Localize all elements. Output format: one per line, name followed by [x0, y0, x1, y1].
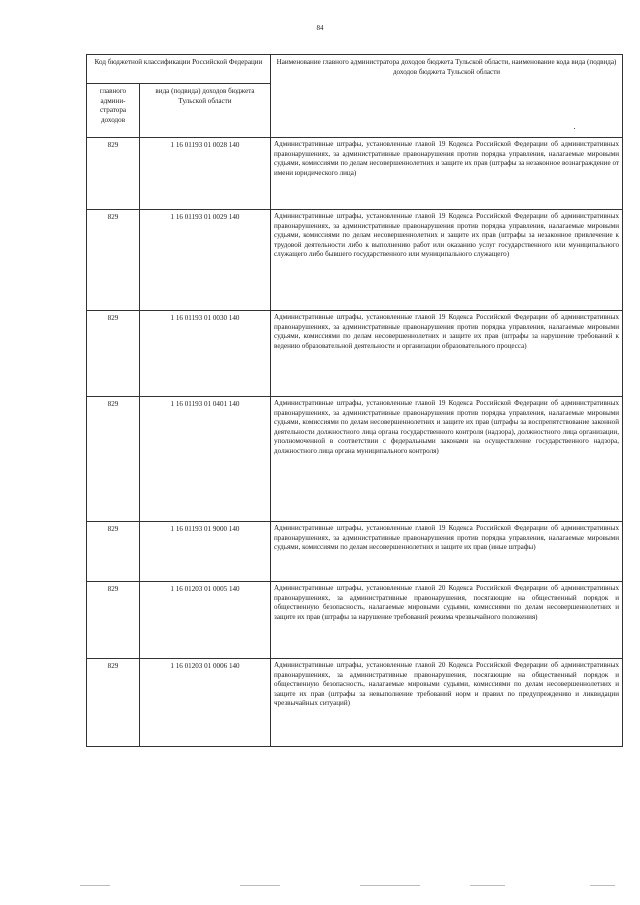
description-cell: Административные штрафы, установленные главой 19 Кодекса Российской Федерации об административных правонарушениях, за административные правонарушения против порядка управления, налагаемые мировыми судьями, комиссиями по делам несовершеннолетних и защите их прав (иные штрафы) — [271, 522, 623, 582]
description-cell: Административные штрафы, установленные главой 19 Кодекса Российской Федерации об административных правонарушениях, за административные правонарушения против порядка управления, налагаемые мировыми судьями, комиссиями по делам несовершеннолетних и защите их прав (штрафы за нарушение требований к ведению образовательной деятельности и организации образовательного процесса) — [271, 311, 623, 397]
header-kind-column: вида (подвида) доходов бюджета Тульской области — [140, 84, 271, 138]
admin-code-cell: 829 — [87, 397, 140, 522]
admin-code-cell: 829 — [87, 582, 140, 659]
scan-artifact-line — [590, 885, 615, 886]
description-cell: Административные штрафы, установленные главой 20 Кодекса Российской Федерации об административных правонарушениях, за административные правонарушения, посягающие на общественный порядок и общественную безопасность, налагаемые мировыми судьями, комиссиями по делам несовершеннолетних и защите их прав (штрафы за невыполнение требований норм и правил по предупреждению и ликвидации чрезвычайных ситуаций) — [271, 659, 623, 747]
table-row — [87, 311, 623, 397]
admin-code-cell: 829 — [87, 522, 140, 582]
table-row — [87, 659, 623, 747]
table-row — [87, 138, 623, 210]
table-row — [87, 522, 623, 582]
income-code-cell: 1 16 01193 01 0028 140 — [140, 138, 271, 210]
description-cell: Административные штрафы, установленные главой 19 Кодекса Российской Федерации об административных правонарушениях, за административные правонарушения против порядка управления, налагаемые мировыми судьями, комиссиями по делам несовершеннолетних и защите их прав (штрафы за незаконное привлечение к трудовой деятельности либо к выполнению работ или оказанию услуг государственного или муниципального служащего либо бывшего государственного или муниципального служащего) — [271, 210, 623, 311]
table-row — [87, 210, 623, 311]
description-cell: Административные штрафы, установленные главой 19 Кодекса Российской Федерации об административных правонарушениях, за административные правонарушения против порядка управления, налагаемые мировыми судьями, комиссиями по делам несовершеннолетних и защите их прав (штрафы за незаконное вознаграждение от имени юридического лица) — [271, 138, 623, 210]
scan-artifact-line — [470, 885, 505, 886]
table-row — [87, 582, 623, 659]
income-code-cell: 1 16 01203 01 0006 140 — [140, 659, 271, 747]
header-code-group: Код бюджетной классификации Российской Федерации — [87, 55, 271, 84]
income-code-cell: 1 16 01193 01 9000 140 — [140, 522, 271, 582]
page-number: 84 — [316, 24, 324, 32]
admin-code-cell: 829 — [87, 210, 140, 311]
scan-artifact-line — [240, 885, 280, 886]
income-code-cell: 1 16 01193 01 0401 140 — [140, 397, 271, 522]
income-code-cell: 1 16 01193 01 0030 140 — [140, 311, 271, 397]
scan-artifact-line — [80, 885, 110, 886]
description-cell: Административные штрафы, установленные главой 19 Кодекса Российской Федерации об административных правонарушениях, за административные правонарушения против порядка управления, налагаемые мировыми судьями, комиссиями по делам несовершеннолетних и защите их прав (штрафы за воспрепятствование законной деятельности должностного лица органа государственного контроля (надзора), должностного лица организации, уполномоченной в соответствии с федеральными законами на осуществление государственного надзора, должностного лица органа муниципального контроля) — [271, 397, 623, 522]
scan-speck — [574, 128, 575, 129]
header-admin-column: главного админи-стратора доходов — [87, 84, 140, 138]
table-row — [87, 397, 623, 522]
header-name-column: Наименование главного администратора доходов бюджета Тульской области, наименование кода вида (подвида) доходов бюджета Тульской области — [271, 55, 623, 138]
admin-code-cell: 829 — [87, 659, 140, 747]
scan-artifact-line — [360, 885, 420, 886]
description-cell: Административные штрафы, установленные главой 20 Кодекса Российской Федерации об административных правонарушениях, за административные правонарушения, посягающие на общественный порядок и общественную безопасность, налагаемые мировыми судьями, комиссиями по делам несовершеннолетних и защите их прав (штрафы за нарушение требований режима чрезвычайного положения) — [271, 582, 623, 659]
admin-code-cell: 829 — [87, 138, 140, 210]
income-code-cell: 1 16 01203 01 0005 140 — [140, 582, 271, 659]
income-code-cell: 1 16 01193 01 0029 140 — [140, 210, 271, 311]
budget-classification-table — [86, 54, 623, 747]
admin-code-cell: 829 — [87, 311, 140, 397]
